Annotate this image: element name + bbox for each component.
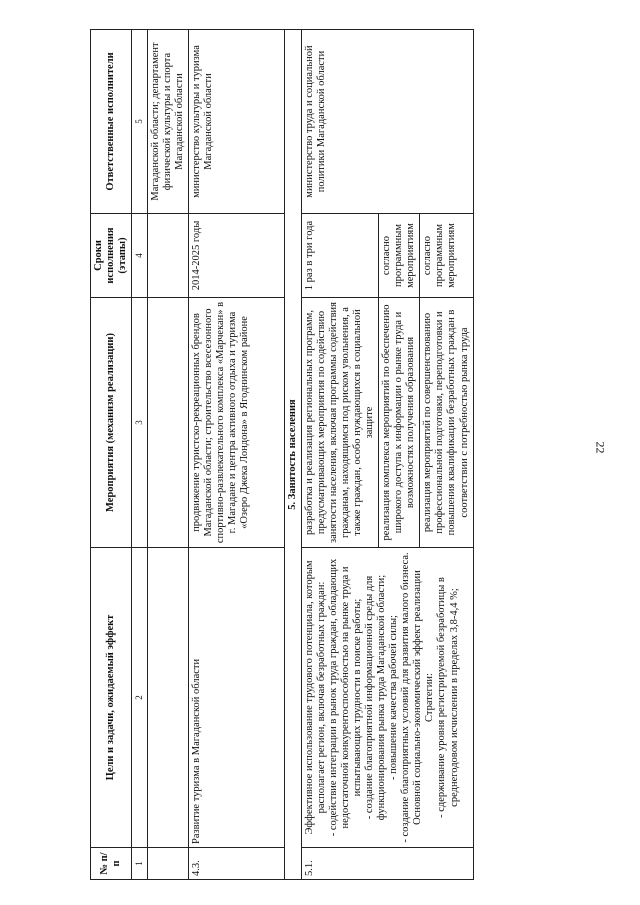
goal-line: - содействие интеграции в рынок труда граждан, обладающих недостаточной конкурентоспособностью на рынке труда и испытывающих трудности в поиске работы; (327, 558, 364, 837)
section-title: 5. Занятость населения (284, 30, 301, 880)
cell-num: 5.1. (301, 848, 473, 880)
goal-line: - создание благоприятной информационной среды для функционирования рынка труда Магаданской области; (364, 574, 388, 821)
header-measure: Мероприятия (механизм реализации) (91, 298, 132, 548)
header-goal: Цели и задачи, ожидаемый эффект (91, 548, 132, 848)
cell-executor: министерство труда и социальной политики Магаданской области (301, 30, 473, 214)
table-row (147, 30, 188, 880)
cell-measure: продвижение туристско-рекреационных брендов Магаданской области; строительство всесезонного спортивно-развлекательного комплекса «Марчекан» в г. Магадане и центра активного отдыха и туризма «Озеро Джека Лондона» в Ягоднинском районе (188, 298, 284, 548)
section-row (284, 30, 301, 880)
goal-line: - повышение качества рабочей силы; (388, 615, 400, 780)
cell-measure: разработка и реализация региональных программ, предусматривающих мероприятия по содействию занятости населения, включая программы содействия гражданам, находящимся под риском увольнения, а также граждан, особо нуждающихся в социальной защите (301, 298, 378, 548)
cell-executor: министерство культуры и туризма Магаданской области (188, 30, 284, 214)
cell-executor: Магаданской области; департамент физической культуры и спорта Магаданской области (147, 30, 188, 214)
cell-term: согласно программным мероприятиям (379, 214, 420, 298)
goal-line: - сдерживание уровня регистрируемой безработицы в среднегодовом исчислении в пределах 3,8-4,4 %; (436, 577, 460, 818)
rotated-sheet (90, 30, 570, 880)
table-row (188, 30, 284, 880)
cell-term: 2014-2025 годы (188, 214, 284, 298)
col-number: 5 (132, 30, 147, 214)
goal-line: Эффективное использование трудового потенциала, которым располагает регион, включая безработных граждан: (303, 560, 327, 835)
cell-measure: реализация мероприятий по совершенствованию профессиональной подготовки, переподготовки и повышения квалификации безработных граждан в соответствии с потребностью рынка труда (420, 298, 473, 548)
col-number: 2 (132, 548, 147, 848)
cell-num: 4.3. (188, 848, 284, 880)
goal-line: Основной социально-экономический эффект реализации Стратегии: (412, 570, 436, 825)
header-row (91, 30, 132, 880)
col-number: 1 (132, 848, 147, 880)
goal-line: - создание благоприятных условий для развития малого бизнеса. (400, 552, 412, 843)
col-number: 3 (132, 298, 147, 548)
strategy-table (90, 29, 474, 880)
table-row (301, 30, 378, 880)
cell-measure: реализация комплекса мероприятий по обеспечению широкого доступа к информации о рынке труда и возможностях получения образования (379, 298, 420, 548)
column-number-row (132, 30, 147, 880)
cell-goal (301, 548, 473, 848)
col-number: 4 (132, 214, 147, 298)
header-executor: Ответственные исполнители (91, 30, 132, 214)
cell-term: согласно программным мероприятиям (420, 214, 473, 298)
header-term: Сроки исполнения (этапы) (91, 214, 132, 298)
header-num: № п/п (91, 848, 132, 880)
cell-goal: Развитие туризма в Магаданской области (188, 548, 284, 848)
cell-term: 1 раз в три года (301, 214, 378, 298)
page-number: 22 (593, 441, 608, 454)
